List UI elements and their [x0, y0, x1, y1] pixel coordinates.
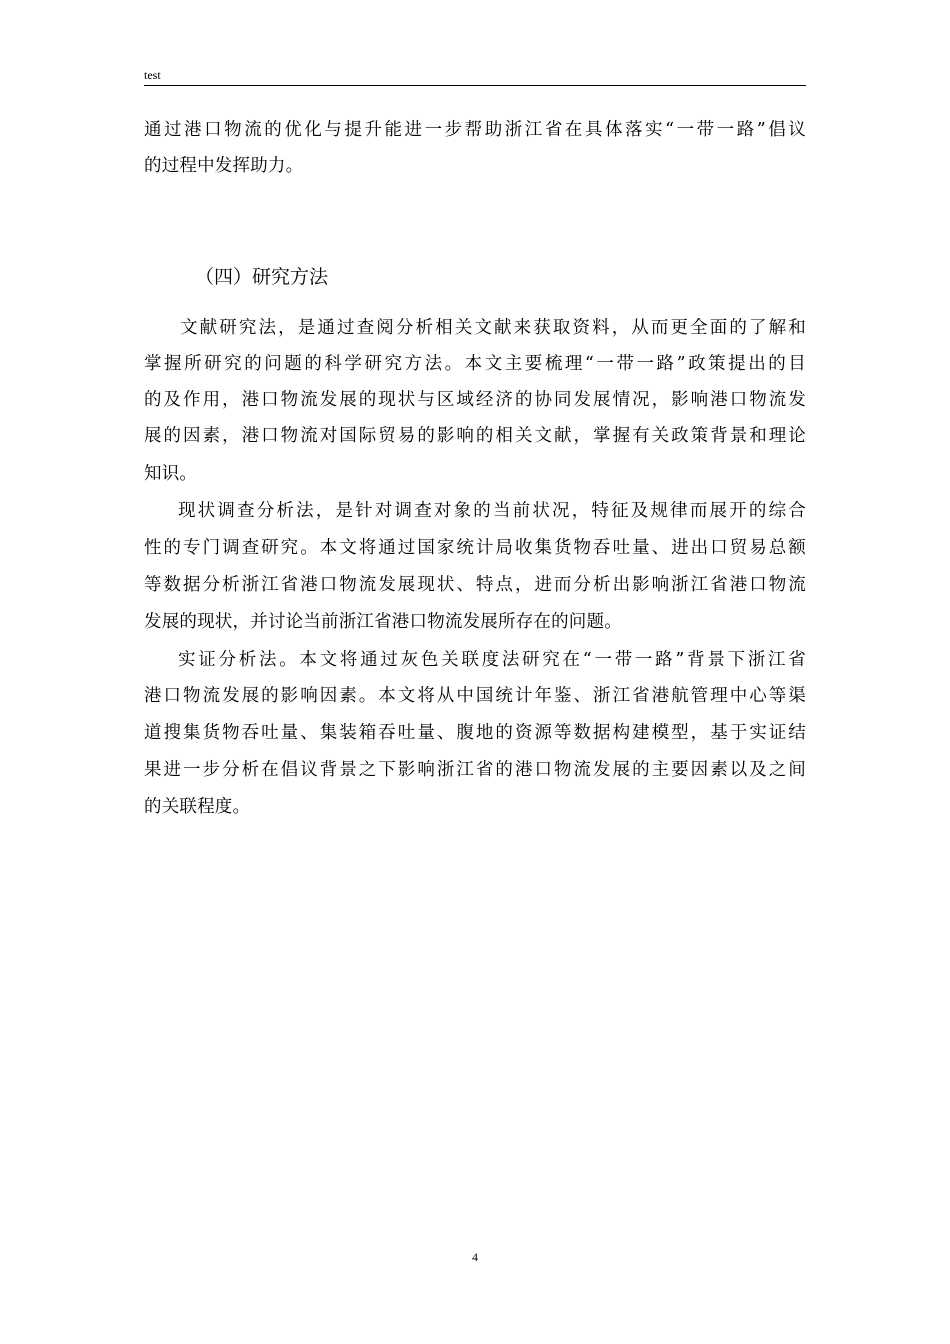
paragraph-line: 性的专门调查研究。本文将通过国家统计局收集货物吞吐量、进出口贸易总额	[144, 538, 806, 558]
header-rule	[144, 85, 806, 86]
paragraph-line: 的关联程度。	[144, 797, 251, 817]
paragraph-line: 知识。	[144, 464, 198, 484]
page-number: 4	[472, 1250, 478, 1264]
paragraph-line: 现状调查分析法，是针对调查对象的当前状况，特征及规律而展开的综合	[178, 501, 806, 521]
section-heading: （四）研究方法	[195, 266, 329, 288]
page-header: test	[144, 68, 161, 82]
paragraph-line: 展的因素，港口物流对国际贸易的影响的相关文献，掌握有关政策背景和理论	[144, 426, 806, 446]
intro-line-2: 的过程中发挥助力。	[144, 156, 304, 176]
paragraph-line: 掌握所研究的问题的科学研究方法。本文主要梳理“一带一路”政策提出的目	[144, 354, 806, 374]
paragraph-line: 文献研究法，是通过查阅分析相关文献来获取资料，从而更全面的了解和	[180, 318, 806, 338]
paragraph-line: 道搜集货物吞吐量、集装箱吞吐量、腹地的资源等数据构建模型，基于实证结	[144, 723, 806, 743]
intro-line-1: 通过港口物流的优化与提升能进一步帮助浙江省在具体落实“一带一路”倡议	[144, 120, 806, 140]
paragraph-line: 的及作用，港口物流发展的现状与区域经济的协同发展情况，影响港口物流发	[144, 390, 806, 410]
paragraph-line: 发展的现状，并讨论当前浙江省港口物流发展所存在的问题。	[144, 612, 622, 632]
paragraph-line: 果进一步分析在倡议背景之下影响浙江省的港口物流发展的主要因素以及之间	[144, 760, 806, 780]
paragraph-line: 等数据分析浙江省港口物流发展现状、特点，进而分析出影响浙江省港口物流	[144, 575, 806, 595]
paragraph-line: 实证分析法。本文将通过灰色关联度法研究在“一带一路”背景下浙江省	[178, 650, 806, 670]
paragraph-line: 港口物流发展的影响因素。本文将从中国统计年鉴、浙江省港航管理中心等渠	[144, 686, 806, 706]
